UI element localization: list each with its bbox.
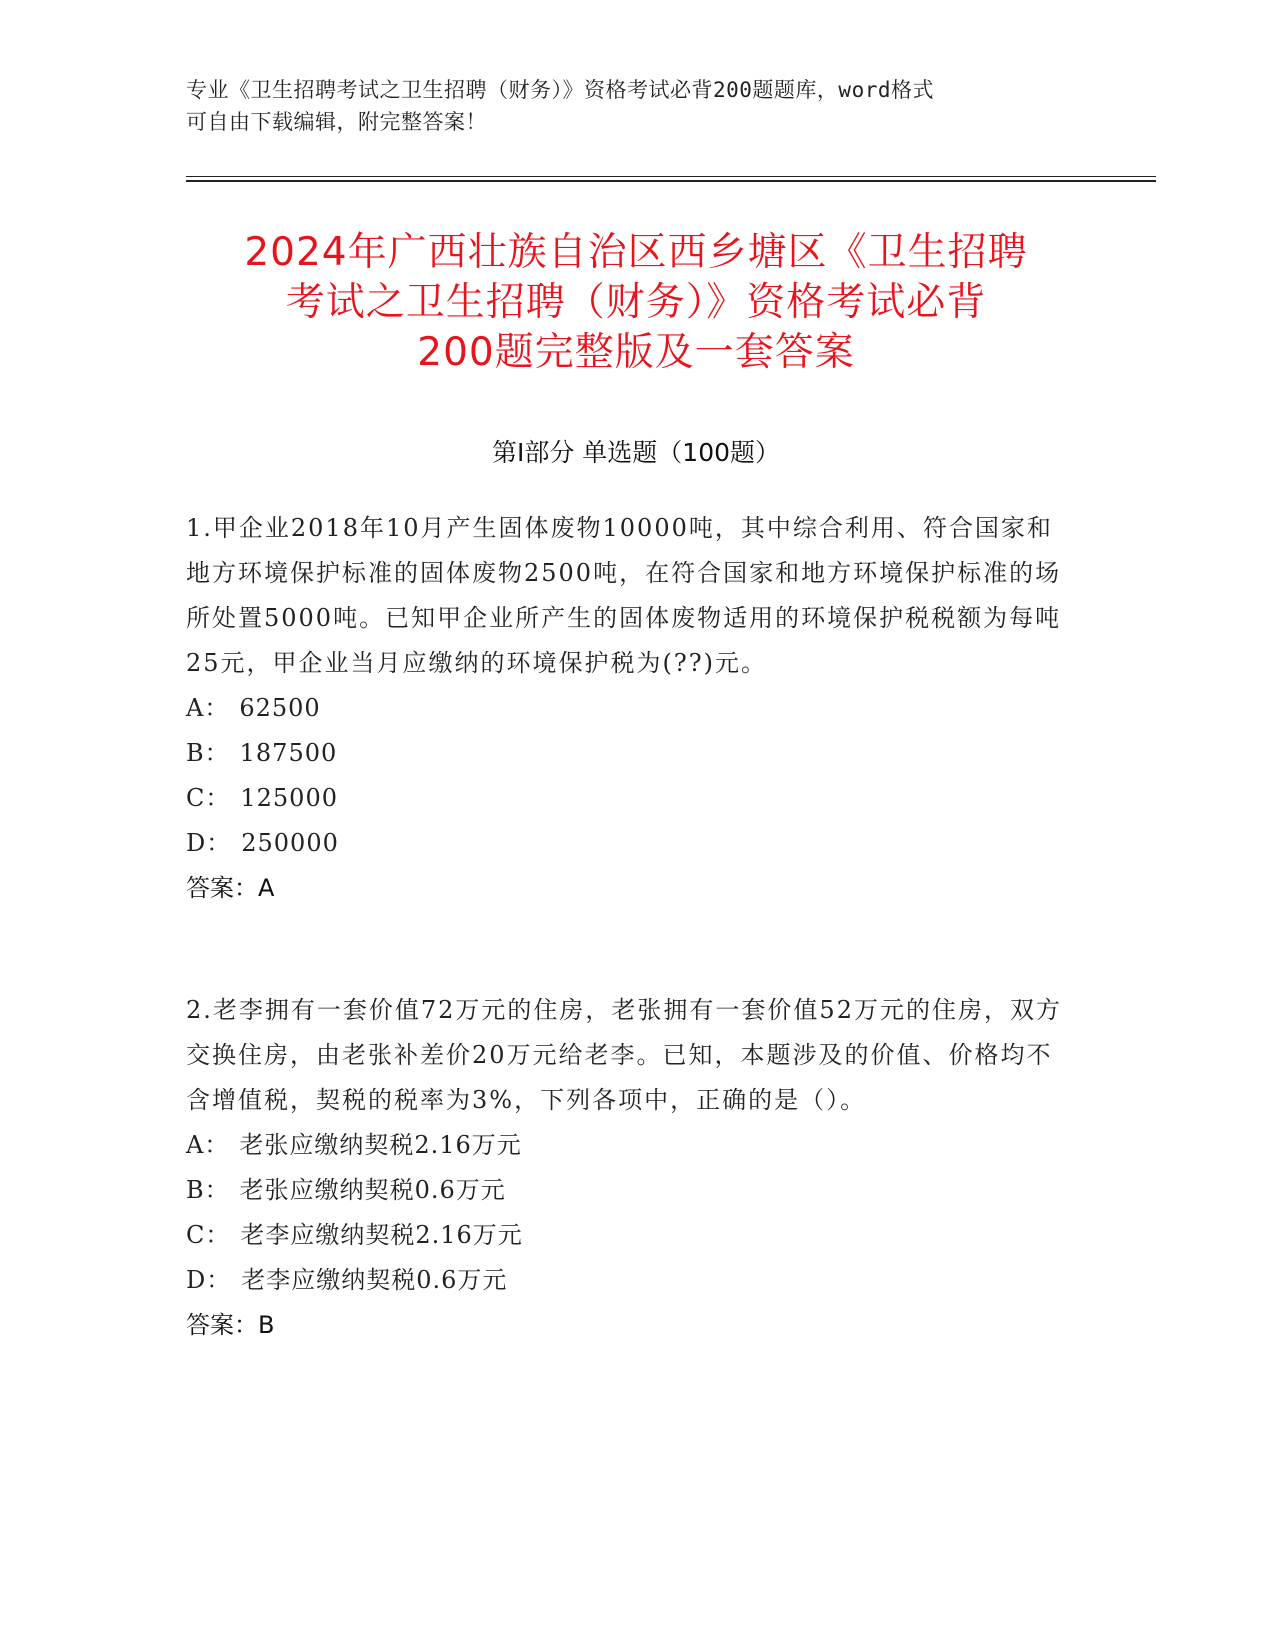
option-key: D	[186, 1266, 207, 1294]
header-note	[186, 74, 1066, 138]
option-key: D	[186, 829, 207, 857]
document-title	[186, 228, 1086, 378]
answer-line: 答案：A	[186, 874, 275, 902]
option-text: 250000	[241, 829, 339, 857]
question-stem: 2.老李拥有一套价值72万元的住房，老张拥有一套价值52万元的住房，双方交换住房，由老张补差价20万元给老李。已知，本题涉及的价值、价格均不含增值税，契税的税率为3%，下列各项中，正确的是（）。	[186, 996, 1062, 1114]
answer-line: 答案：B	[186, 1311, 275, 1339]
section-heading: 第Ⅰ部分 单选题（100题）	[491, 438, 781, 467]
option-a	[186, 686, 1076, 731]
option-separator: ：	[204, 739, 230, 767]
option-separator: ：	[206, 1266, 232, 1294]
option-text: 老张应缴纳契税2.16万元	[239, 1131, 522, 1159]
option-key: A	[186, 694, 205, 722]
document-title-line-2: 考试之卫生招聘（财务）》资格考试必背	[285, 280, 987, 325]
option-key: C	[186, 1221, 206, 1249]
option-separator: ：	[204, 694, 230, 722]
option-b	[186, 731, 1076, 776]
option-key: C	[186, 784, 206, 812]
option-text: 187500	[239, 739, 338, 767]
document-title-line-3: 200题完整版及一套答案	[417, 330, 855, 375]
question-1	[186, 506, 1076, 911]
option-separator: ：	[206, 829, 232, 857]
option-c	[186, 776, 1076, 821]
option-a	[186, 1123, 1076, 1168]
header-rule-thin	[186, 176, 1156, 177]
header-note-line-1: 专业《卫生招聘考试之卫生招聘（财务）》资格考试必背200题题库，word格式	[186, 78, 934, 102]
option-text: 老李应缴纳契税0.6万元	[241, 1266, 508, 1294]
document-title-line-1: 2024年广西壮族自治区西乡塘区《卫生招聘	[244, 230, 1028, 275]
option-key: B	[186, 739, 205, 767]
header-note-line-2: 可自由下载编辑，附完整答案！	[186, 110, 487, 134]
option-b	[186, 1168, 1076, 1213]
option-text: 125000	[240, 784, 338, 812]
option-c	[186, 1213, 1076, 1258]
option-key: A	[186, 1131, 205, 1159]
option-separator: ：	[204, 1131, 230, 1159]
option-d	[186, 821, 1076, 866]
option-key: B	[186, 1176, 205, 1204]
header-rule-thick	[186, 180, 1156, 182]
option-separator: ：	[204, 1176, 230, 1204]
option-text: 老张应缴纳契税0.6万元	[239, 1176, 506, 1204]
option-separator: ：	[205, 784, 231, 812]
option-text: 老李应缴纳契税2.16万元	[240, 1221, 523, 1249]
option-separator: ：	[205, 1221, 231, 1249]
option-text: 62500	[239, 694, 321, 722]
question-stem: 1.甲企业2018年10月产生固体废物10000吨，其中综合利用、符合国家和地方环境保护标准的固体废物2500吨，在符合国家和地方环境保护标准的场所处置5000吨。已知甲企业所产生的固体废物适用的环境保护税税额为每吨25元，甲企业当月应缴纳的环境保护税为(??)元。	[186, 514, 1062, 677]
option-d	[186, 1258, 1076, 1303]
question-2	[186, 988, 1076, 1348]
